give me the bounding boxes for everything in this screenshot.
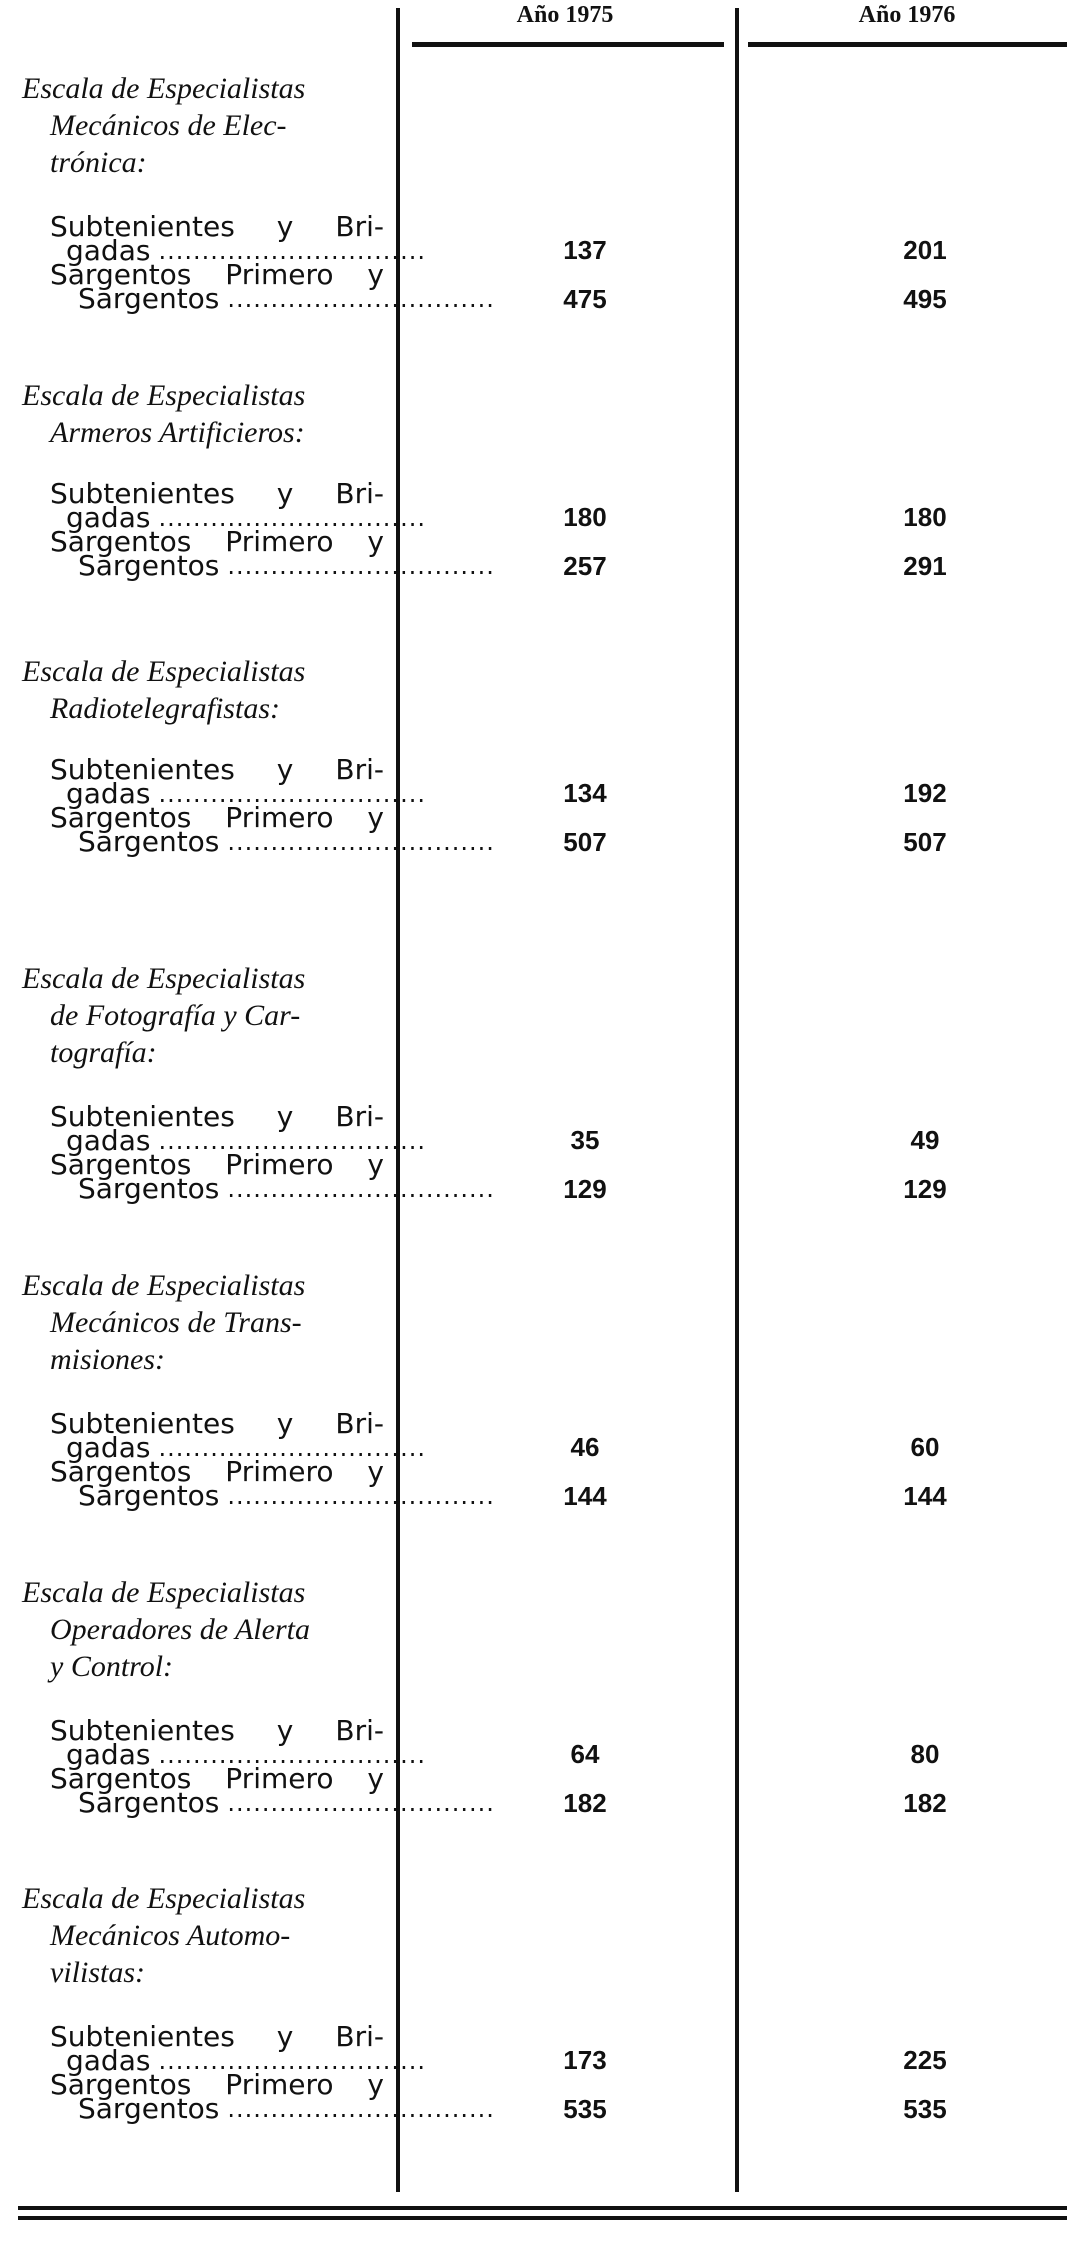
label-word: Primero	[225, 1148, 334, 1181]
label-word: y	[276, 210, 294, 243]
value-1976-subtenientes: 60	[910, 1432, 940, 1462]
leader-dots: ...............................	[158, 1434, 426, 1462]
label-word: gadas	[66, 1431, 151, 1464]
label-word: Subtenientes	[50, 2020, 235, 2053]
column-header-1975: Año 1975	[516, 2, 614, 28]
value-1976-sargentos: 507	[903, 827, 947, 857]
row-label-sargentos	[78, 2092, 495, 2126]
value-1975-sargentos: 182	[563, 1788, 607, 1818]
label-word: Subtenientes	[50, 1407, 235, 1440]
section-heading-line: Armeros Artificieros:	[50, 416, 305, 449]
section-heading	[22, 1574, 387, 1685]
leader-dots: ...............................	[227, 828, 495, 856]
label-word: Sargentos	[50, 525, 192, 558]
section-heading-line: Mecánicos de Elec-	[50, 109, 287, 142]
value-1976-sargentos: 291	[903, 551, 947, 581]
value-1976-subtenientes: 80	[910, 1739, 940, 1769]
value-1976-sargentos: 495	[903, 284, 947, 314]
section-heading-line: y Control:	[50, 1650, 174, 1683]
label-word: Primero	[225, 801, 334, 834]
label-word: gadas	[66, 1738, 151, 1771]
section-heading-line: Escala de Especialistas	[22, 655, 306, 688]
label-word: Sargentos	[78, 825, 220, 858]
label-word: y	[276, 477, 294, 510]
value-1976-subtenientes: 49	[910, 1125, 940, 1155]
section-heading	[22, 960, 387, 1071]
value-1976-sargentos: 182	[903, 1788, 947, 1818]
label-word: Primero	[225, 1762, 334, 1795]
bottom-rule-top	[18, 2206, 1067, 2210]
label-word: Primero	[225, 2068, 334, 2101]
section-heading	[22, 1880, 387, 1991]
leader-dots: ...............................	[227, 552, 495, 580]
leader-dots: ...............................	[158, 504, 426, 532]
label-word: Bri-	[335, 1407, 384, 1440]
value-1975-subtenientes: 134	[563, 778, 607, 808]
section-heading	[22, 377, 387, 451]
leader-dots: ...............................	[227, 1789, 495, 1817]
header-rule-1975	[412, 42, 724, 47]
value-1975-sargentos: 475	[563, 284, 607, 314]
value-1975-subtenientes: 173	[563, 2045, 607, 2075]
value-1975-subtenientes: 64	[570, 1739, 600, 1769]
label-word: y	[276, 1100, 294, 1133]
row-label-sargentos	[78, 549, 495, 583]
row-label-sargentos	[78, 825, 495, 859]
label-word: y	[276, 753, 294, 786]
label-word: y	[367, 525, 384, 558]
label-word: Subtenientes	[50, 1714, 235, 1747]
label-word: y	[367, 1455, 384, 1488]
section-heading-line: Radiotelegrafistas:	[50, 692, 280, 725]
row-label-sargentos	[78, 1786, 495, 1820]
leader-dots: ...............................	[227, 1482, 495, 1510]
label-word: Sargentos	[78, 1172, 220, 1205]
label-word: Sargentos	[78, 549, 220, 582]
label-word: y	[367, 1762, 384, 1795]
leader-dots: ...............................	[227, 285, 495, 313]
section-heading-line: tografía:	[50, 1036, 157, 1069]
label-word: Primero	[225, 525, 334, 558]
section-heading-line: Escala de Especialistas	[22, 962, 306, 995]
label-word: Sargentos	[78, 282, 220, 315]
label-word: Sargentos	[50, 801, 192, 834]
value-1975-sargentos: 507	[563, 827, 607, 857]
label-word: Sargentos	[78, 2092, 220, 2125]
value-1975-sargentos: 144	[563, 1481, 607, 1511]
value-1976-subtenientes: 180	[903, 502, 947, 532]
label-word: Sargentos	[78, 1786, 220, 1819]
label-word: y	[367, 1148, 384, 1181]
value-1976-sargentos: 144	[903, 1481, 947, 1511]
row-label-sargentos	[78, 1172, 495, 1206]
label-word: y	[367, 801, 384, 834]
leader-dots: ...............................	[158, 237, 426, 265]
label-word: Bri-	[335, 477, 384, 510]
label-word: y	[367, 2068, 384, 2101]
label-word: Bri-	[335, 753, 384, 786]
leader-dots: ...............................	[227, 2095, 495, 2123]
label-word: Sargentos	[50, 1148, 192, 1181]
label-word: Sargentos	[50, 258, 192, 291]
label-word: Primero	[225, 1455, 334, 1488]
column-divider-right	[735, 8, 739, 2192]
section-heading-line: Escala de Especialistas	[22, 1576, 306, 1609]
row-label-sargentos	[78, 282, 495, 316]
label-word: Bri-	[335, 210, 384, 243]
section-heading-line: misiones:	[50, 1343, 165, 1376]
value-1975-subtenientes: 180	[563, 502, 607, 532]
label-word: Sargentos	[50, 2068, 192, 2101]
section-heading	[22, 70, 387, 181]
column-divider-left	[396, 8, 400, 2192]
section-heading-line: Escala de Especialistas	[22, 1269, 306, 1302]
column-header-1976: Año 1976	[858, 2, 956, 28]
label-word: Bri-	[335, 2020, 384, 2053]
label-word: y	[276, 1714, 294, 1747]
bottom-rule-bottom	[18, 2216, 1067, 2220]
section-heading	[22, 653, 387, 727]
label-word: gadas	[66, 1124, 151, 1157]
label-word: y	[276, 1407, 294, 1440]
section-heading-line: Mecánicos de Trans-	[50, 1306, 302, 1339]
section-heading-line: Escala de Especialistas	[22, 72, 306, 105]
label-word: Sargentos	[50, 1455, 192, 1488]
leader-dots: ...............................	[158, 780, 426, 808]
value-1975-sargentos: 257	[563, 551, 607, 581]
leader-dots: ...............................	[158, 1741, 426, 1769]
label-word: Sargentos	[78, 1479, 220, 1512]
leader-dots: ...............................	[227, 1175, 495, 1203]
label-word: Subtenientes	[50, 1100, 235, 1133]
label-word: gadas	[66, 2044, 151, 2077]
label-word: Subtenientes	[50, 210, 235, 243]
value-1975-sargentos: 129	[563, 1174, 607, 1204]
value-1975-subtenientes: 137	[563, 235, 607, 265]
value-1975-sargentos: 535	[563, 2094, 607, 2124]
value-1975-subtenientes: 46	[570, 1432, 600, 1462]
row-label-sargentos	[78, 1479, 495, 1513]
label-word: Sargentos	[50, 1762, 192, 1795]
header-rule-1976	[748, 42, 1067, 47]
section-heading	[22, 1267, 387, 1378]
value-1976-subtenientes: 192	[903, 778, 947, 808]
label-word: Bri-	[335, 1714, 384, 1747]
label-word: Bri-	[335, 1100, 384, 1133]
section-heading-line: trónica:	[50, 146, 147, 179]
leader-dots: ...............................	[158, 1127, 426, 1155]
value-1976-sargentos: 129	[903, 1174, 947, 1204]
value-1976-subtenientes: 201	[903, 235, 947, 265]
label-word: gadas	[66, 777, 151, 810]
section-heading-line: Escala de Especialistas	[22, 1882, 306, 1915]
label-word: gadas	[66, 234, 151, 267]
label-word: y	[276, 2020, 294, 2053]
value-1976-subtenientes: 225	[903, 2045, 947, 2075]
label-word: Primero	[225, 258, 334, 291]
value-1976-sargentos: 535	[903, 2094, 947, 2124]
section-heading-line: Escala de Especialistas	[22, 379, 306, 412]
label-word: Subtenientes	[50, 753, 235, 786]
section-heading-line: Mecánicos Automo-	[50, 1919, 291, 1952]
leader-dots: ...............................	[158, 2047, 426, 2075]
label-word: gadas	[66, 501, 151, 534]
label-word: y	[367, 258, 384, 291]
section-heading-line: Operadores de Alerta	[50, 1613, 310, 1646]
section-heading-line: de Fotografía y Car-	[50, 999, 301, 1032]
label-word: Subtenientes	[50, 477, 235, 510]
section-heading-line: vilistas:	[50, 1956, 145, 1989]
value-1975-subtenientes: 35	[570, 1125, 600, 1155]
